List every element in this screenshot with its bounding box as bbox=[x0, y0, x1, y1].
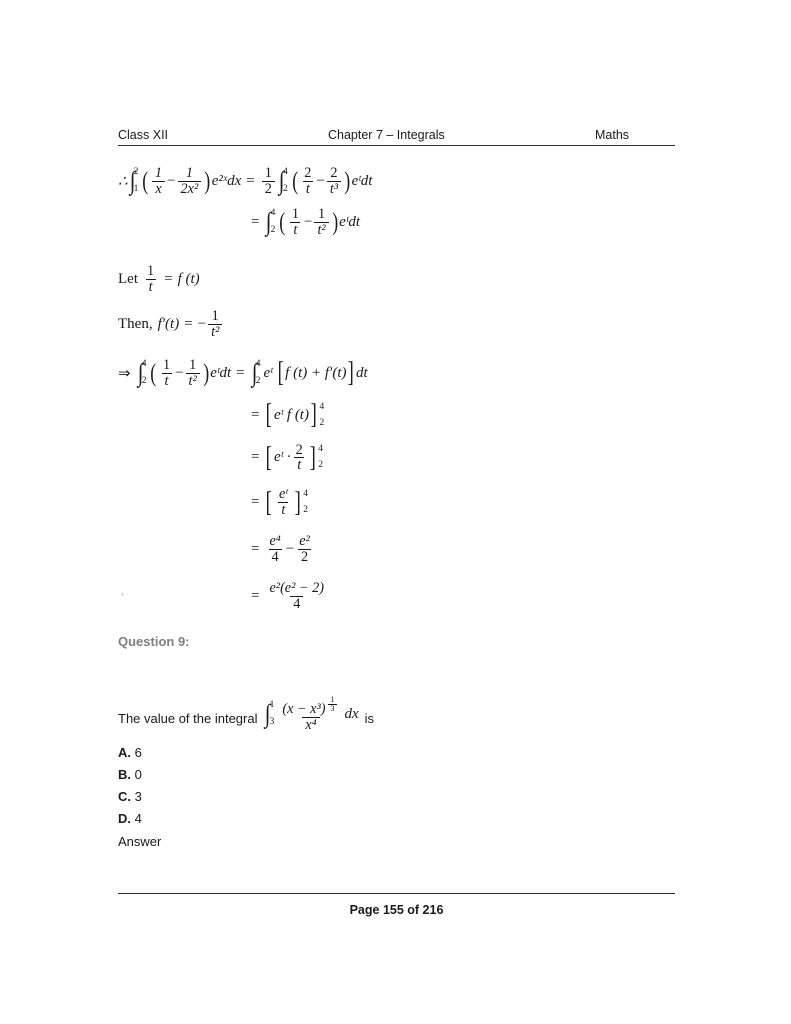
option-d[interactable] bbox=[118, 811, 142, 826]
line1-rhs-tail: eᵗdt bbox=[351, 172, 373, 189]
frac-1-den: x bbox=[152, 181, 164, 197]
question-integral-upper: 1 bbox=[269, 700, 275, 711]
math-line-7: = [ eᵗ · $\frac{2}{t}$ ] 4 2 bbox=[251, 441, 324, 474]
l5-tail: eᵗdt bbox=[210, 364, 232, 381]
integral-3-upper: 4 bbox=[270, 208, 276, 219]
line1-tail: e²ˣdx bbox=[211, 172, 242, 189]
equals-4: = bbox=[184, 315, 193, 332]
option-b-value: 0 bbox=[134, 767, 142, 782]
equals-2: = bbox=[251, 213, 260, 230]
rfrac-1-num: 2 bbox=[304, 165, 312, 181]
option-c-value: 3 bbox=[134, 789, 142, 804]
l6-sup: 4 bbox=[319, 401, 325, 412]
header-class: Class XII bbox=[118, 128, 169, 142]
l8-frac-den: t bbox=[278, 502, 288, 518]
math-line-6: = [ eᵗ f (t) ] 4 2 bbox=[251, 399, 325, 431]
equals-10: = bbox=[251, 588, 260, 605]
answer-label: Answer bbox=[118, 834, 162, 849]
integral-1: ∫ 2 1 bbox=[129, 166, 139, 196]
rfrac-2-den: t³ bbox=[327, 181, 341, 197]
l2-frac1-num: 1 bbox=[291, 205, 299, 222]
l9-frac1-den: 4 bbox=[269, 549, 282, 565]
equals-9: = bbox=[251, 541, 260, 558]
l7-frac-den: t bbox=[294, 457, 304, 473]
l10-num: e²(e² − 2) bbox=[269, 580, 325, 597]
implies-symbol: ⇒ bbox=[118, 365, 131, 382]
l2-frac1-den: t bbox=[290, 222, 300, 238]
header-chapter: Chapter 7 – Integrals bbox=[328, 128, 445, 142]
option-c-key: C. bbox=[118, 789, 131, 804]
question-integral-expression bbox=[263, 696, 358, 733]
rfrac-1-den: t bbox=[303, 181, 313, 197]
integral-1-lower: 1 bbox=[133, 183, 139, 194]
option-c[interactable] bbox=[118, 789, 142, 804]
l6-sub: 2 bbox=[319, 418, 325, 429]
l3-frac-den: t bbox=[146, 279, 156, 295]
minus-1: − bbox=[167, 172, 176, 189]
question-integral-lower: 3 bbox=[269, 716, 275, 727]
math-line-2: = ∫ 4 2 ( $\frac{1}{t}$ − $\frac{1}{\text{t²}}$ ) eᵗdt bbox=[251, 205, 361, 238]
math-line-8: = [ $\frac{\text{eᵗ}}{t}$ ] 4 2 bbox=[251, 486, 308, 519]
minus-5: − bbox=[175, 364, 184, 381]
l9-frac2-den: 2 bbox=[298, 549, 311, 565]
question-dx: dx bbox=[344, 705, 359, 722]
integral-3-lower: 2 bbox=[270, 224, 276, 235]
question-label: Question 9: bbox=[118, 634, 190, 649]
l2-frac2-num: 1 bbox=[317, 205, 326, 222]
l2-frac2-den: t² bbox=[314, 222, 328, 238]
then-word: Then, bbox=[118, 315, 153, 332]
option-a-value: 6 bbox=[134, 745, 142, 760]
l10-den: 4 bbox=[290, 596, 303, 612]
minus-2: − bbox=[316, 172, 325, 189]
l4-frac-den: t² bbox=[208, 324, 222, 340]
l8-frac-num: eᵗ bbox=[278, 486, 288, 503]
header-subject: Maths bbox=[595, 128, 630, 142]
option-b-key: B. bbox=[118, 767, 131, 782]
question-exp-num: 1 bbox=[330, 695, 335, 704]
integral-5-upper: 4 bbox=[255, 359, 261, 370]
integral-4-upper: 4 bbox=[141, 359, 147, 370]
therefore-symbol: ∴ bbox=[118, 173, 128, 190]
l5-frac2-den: t² bbox=[186, 373, 200, 389]
math-line-4 bbox=[118, 309, 678, 340]
l7-sup: 4 bbox=[318, 443, 324, 454]
frac-1-num: 1 bbox=[154, 165, 163, 181]
math-line-10 bbox=[118, 581, 678, 612]
integral-2-upper: 4 bbox=[283, 167, 288, 178]
l7-prefix: eᵗ · bbox=[273, 449, 291, 466]
question-text-before: The value of the integral bbox=[118, 710, 258, 726]
option-d-key: D. bbox=[118, 811, 131, 826]
l9-frac1-num: e⁴ bbox=[269, 533, 281, 550]
l7-sub: 2 bbox=[318, 460, 324, 471]
l4-fn: f′(t) bbox=[157, 315, 180, 332]
equals-6: = bbox=[251, 407, 260, 424]
page-footer: Page 155 of 216 bbox=[349, 903, 444, 917]
question-integral: ∫ 1 3 bbox=[265, 698, 275, 728]
equals-3: = bbox=[164, 270, 173, 287]
question-exp-den: 3 bbox=[328, 704, 338, 713]
math-line-9 bbox=[118, 534, 678, 565]
question-text-after: is bbox=[364, 710, 375, 726]
l9-frac2-num: e² bbox=[299, 533, 310, 550]
half-num: 1 bbox=[264, 165, 272, 181]
integral-4: ∫ 4 2 bbox=[137, 357, 147, 387]
equals-5: = bbox=[236, 364, 245, 381]
integral-5: ∫ 4 2 bbox=[251, 357, 261, 387]
l3-frac-num: 1 bbox=[147, 262, 155, 279]
option-a-key: A. bbox=[118, 745, 131, 760]
stray-pen-mark: ʻ bbox=[117, 589, 126, 606]
math-line-5: ⇒ ∫ 4 2 ( $\frac{1}{t}$ − $\frac{1}{\text{t²}}$ ) eᵗdt = ∫ 4 2 eᵗ [ f (t) + f′(t) ] dt bbox=[118, 356, 368, 389]
option-b[interactable] bbox=[118, 767, 142, 782]
l8-sub: 2 bbox=[303, 505, 308, 516]
math-line-1: ∴ ∫ 2 1 ( $\frac{1}{x}$ − $\frac{1}{\text{2x²}}$ ) e²ˣdx = $\frac{1}{2}$ ∫ 4 2 ( $\frac{2}{t}$ − $\frac{2}{\text{t³}}$ ) eᵗdt bbox=[118, 165, 373, 197]
half-den: 2 bbox=[262, 181, 275, 197]
l7-frac-num: 2 bbox=[295, 441, 303, 458]
question-numerator-base: (x − x³) bbox=[282, 700, 326, 717]
equals-7: = bbox=[251, 449, 260, 466]
equals-8: = bbox=[251, 494, 260, 511]
frac-2-num: 1 bbox=[185, 165, 193, 181]
l4-frac-num: 1 bbox=[211, 307, 219, 324]
integral-4-lower: 2 bbox=[141, 375, 147, 386]
integral-2-lower: 2 bbox=[283, 183, 288, 194]
minus-3: − bbox=[303, 213, 313, 230]
l3-fn: f (t) bbox=[177, 270, 200, 287]
integral-1-upper: 2 bbox=[133, 167, 139, 178]
l5-frac1-num: 1 bbox=[162, 356, 171, 373]
integral-2: ∫ 4 2 bbox=[278, 166, 288, 196]
l2-tail: eᵗdt bbox=[339, 213, 361, 230]
integral-5-lower: 2 bbox=[255, 375, 261, 386]
integral-3: ∫ 4 2 bbox=[266, 206, 276, 236]
option-d-value: 4 bbox=[134, 811, 142, 826]
equals-1: = bbox=[246, 172, 255, 189]
l5-frac2-num: 1 bbox=[189, 356, 197, 373]
l5-frac1-den: t bbox=[162, 373, 172, 389]
solution-math-block bbox=[118, 158, 678, 618]
question-numerator bbox=[279, 696, 342, 717]
l8-sup: 4 bbox=[303, 488, 308, 499]
l5-bracket-inner: f (t) + f′(t) bbox=[285, 364, 347, 381]
page-header bbox=[118, 128, 675, 142]
let-word: Let bbox=[118, 270, 138, 287]
header-divider bbox=[118, 145, 675, 146]
minus-9: − bbox=[285, 541, 295, 558]
l5-rhs-e: eᵗ bbox=[263, 364, 273, 381]
rfrac-2-num: 2 bbox=[330, 165, 338, 181]
question-denominator: x⁴ bbox=[302, 717, 319, 733]
frac-2-den: 2x² bbox=[178, 181, 202, 197]
footer-divider bbox=[118, 893, 675, 894]
question-text-row bbox=[118, 695, 375, 737]
l5-dt: dt bbox=[355, 364, 368, 381]
option-a[interactable] bbox=[118, 745, 142, 760]
math-line-3 bbox=[118, 264, 678, 295]
minus-4: − bbox=[197, 315, 207, 332]
l6-inner: eᵗ f (t) bbox=[273, 407, 309, 424]
